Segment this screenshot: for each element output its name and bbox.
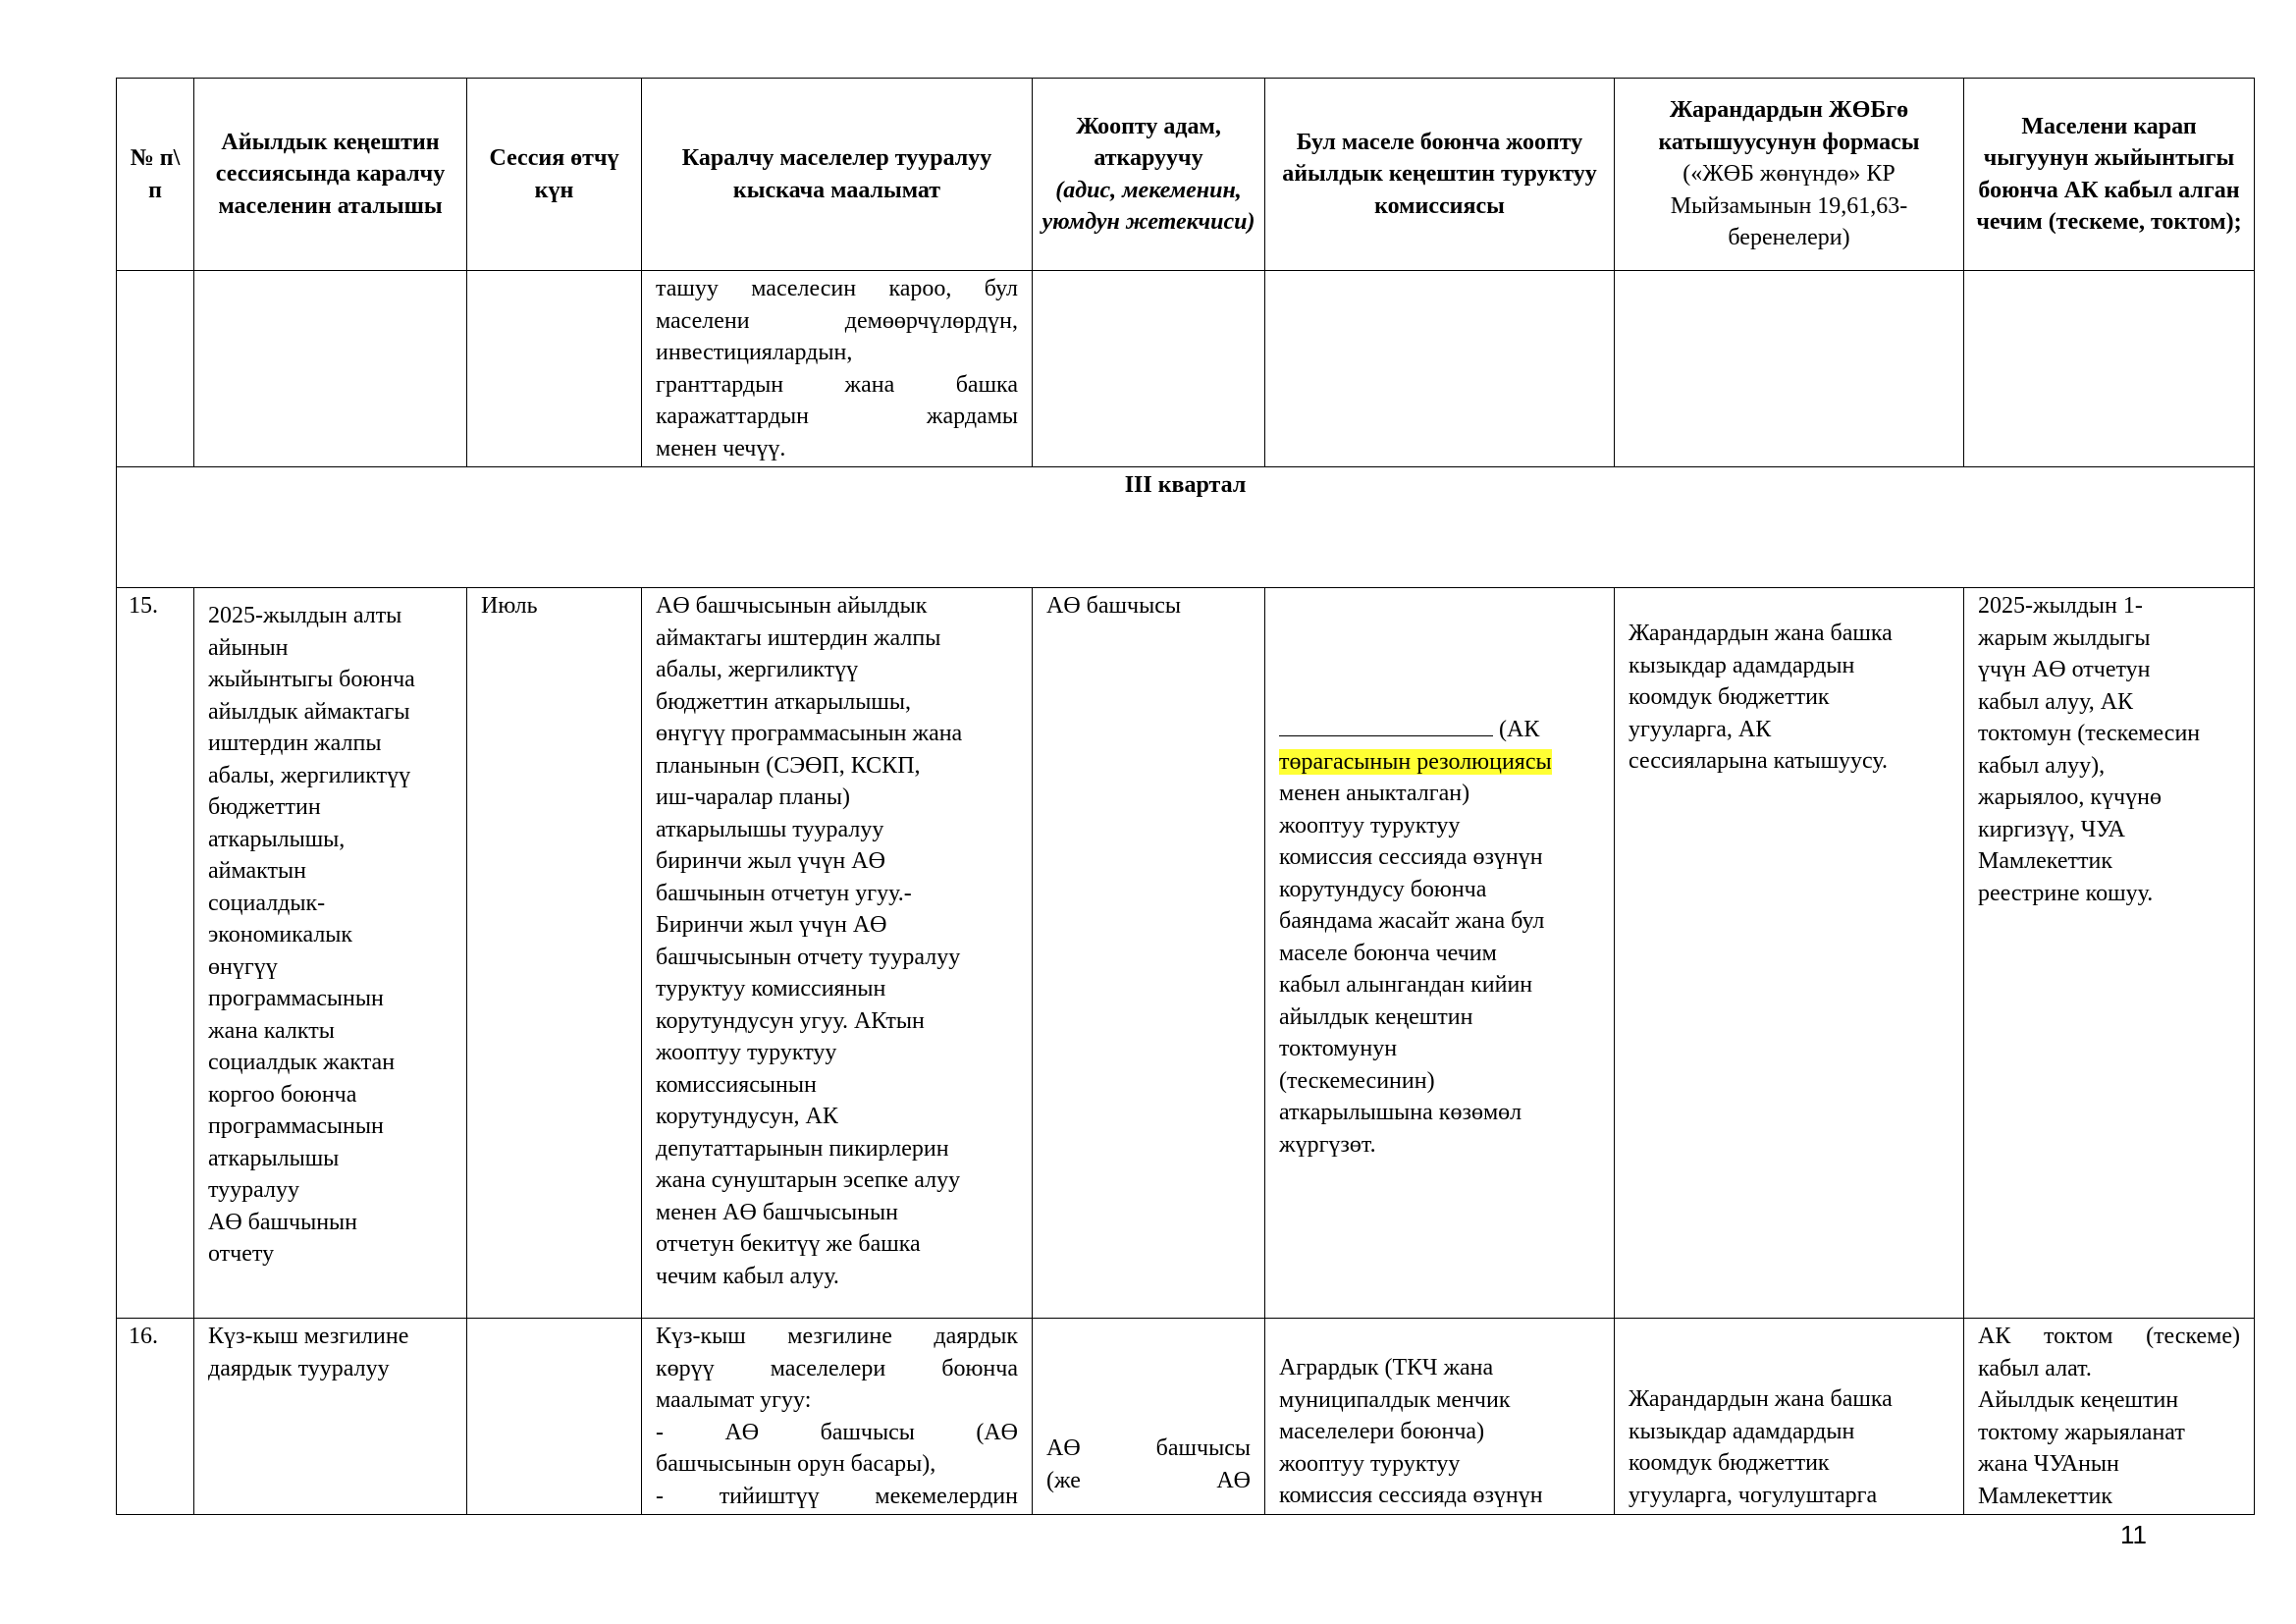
text-line: муниципалдык менчик	[1279, 1386, 1511, 1413]
text-line: 2025-жылдын алты	[208, 603, 402, 628]
cont-commission	[1265, 271, 1615, 467]
text-line: жарым жылдыгы	[1978, 624, 2151, 651]
text-line: менен чечүү.	[656, 435, 786, 461]
header-participation-note: («ЖӨБ жөнүндө» КР Мыйзамынын 19,61,63-беренелери)	[1670, 161, 1908, 251]
text-line: - АӨ башчысы (АӨ	[656, 1419, 1018, 1445]
text-line: башчынын отчетун угуу.-	[656, 880, 912, 906]
cont-info	[642, 271, 1033, 467]
fill-in-blank	[1279, 712, 1493, 736]
text-line: Жарандардын жана башка	[1629, 621, 1893, 646]
text-line: АӨ башчысынын айылдык	[656, 593, 928, 619]
text-line: токтомун (тескемесин	[1978, 721, 2201, 746]
text-line: жана ЧУАнын	[1978, 1451, 2119, 1477]
text-line: абалы, жергиликтүү	[208, 762, 411, 788]
header-row	[117, 79, 2255, 271]
text-line: бюджеттин	[208, 794, 321, 820]
row16-responsible	[1033, 1319, 1265, 1515]
text-line: АӨ башчынын	[208, 1209, 358, 1235]
text-line: программасынын	[208, 986, 384, 1011]
text-line: үчүн АӨ отчетун	[1978, 657, 2151, 682]
text-line: кызыкдар адамдардын	[1629, 652, 1855, 678]
header-responsible-note: (адис, мекеменин, уюмдун жетекчиси)	[1041, 177, 1255, 235]
text-line: угууларга, чогулуштарга	[1629, 1482, 1878, 1508]
row15-participation	[1615, 588, 1964, 1319]
plan-table	[116, 78, 2255, 1515]
text-line: өнүгүү программасынын жана	[656, 721, 963, 746]
text-line: айылдык кеңештин	[1279, 1003, 1473, 1030]
text-line: АӨ башчысы	[1046, 1435, 1251, 1461]
text-line: Жарандардын жана башка	[1629, 1386, 1893, 1412]
text-line: АК токтом (тескеме)	[1978, 1324, 2240, 1349]
text-line: Мамлекеттик	[1978, 848, 2113, 874]
table-row-15	[117, 588, 2255, 1319]
commission-suffix: (АК	[1499, 717, 1540, 742]
header-responsible	[1033, 79, 1265, 271]
text-line: токтому жарыяланат	[1978, 1419, 2185, 1445]
text-line: социалдык жактан	[208, 1050, 396, 1075]
header-participation-main: Жарандардын ЖӨБгө катышуусунун формасы	[1658, 97, 1920, 155]
text-line: каражаттардын жардамы	[656, 404, 1018, 429]
text-line: кабыл алуу),	[1978, 752, 2106, 779]
text-line: комиссиясынын	[656, 1071, 817, 1098]
text-line: аткарылышына көзөмөл	[1279, 1100, 1522, 1125]
text-line: өнүгүү	[208, 953, 278, 980]
text-line: (тескемесинин)	[1279, 1067, 1435, 1094]
text-line: комиссия сессияда өзүнүн	[1279, 844, 1543, 870]
text-line: гранттардын жана башка	[656, 371, 1018, 398]
quarter-heading: III квартал	[117, 467, 2255, 588]
text-line: 2025-жылдын 1-	[1978, 593, 2143, 619]
text-line: көрүү маселелери боюнча	[656, 1355, 1018, 1381]
text-line: Күз-кыш мезгилине	[208, 1324, 409, 1349]
text-line: корутундусун угуу. АКтын	[656, 1007, 925, 1034]
text-line: депутаттарынын пикирлерин	[656, 1135, 949, 1162]
text-line: менен аныкталган)	[1279, 781, 1470, 806]
text-line: аймактын	[208, 858, 306, 884]
row16-info	[642, 1319, 1033, 1515]
text-line: башчысынын орун басары),	[656, 1451, 936, 1477]
text-line: жана калкты	[208, 1017, 335, 1044]
cont-decision	[1964, 271, 2255, 467]
page-number: 11	[2120, 1520, 2147, 1549]
header-decision: Маселени карап чыгуунун жыйынтыгы боюнча АК кабыл алган чечим (тескеме, токтом);	[1964, 79, 2255, 271]
header-title: Айылдык кеңештин сессиясында каралчу маселенин аталышы	[194, 79, 467, 271]
text-line	[1279, 746, 1600, 779]
text-line: аймактагы иштердин жалпы	[656, 624, 941, 651]
cont-title	[194, 271, 467, 467]
row16-date	[467, 1319, 642, 1515]
text-line: баяндама жасайт жана бул	[1279, 908, 1545, 934]
text-line: аткарылышы,	[208, 826, 346, 852]
row15-title	[194, 588, 467, 1319]
row16-title	[194, 1319, 467, 1515]
text-line: инвестициялардын,	[656, 340, 853, 365]
text-line: жооптуу туруктуу	[656, 1040, 837, 1065]
text-line: ташуу маселесин кароо, бул	[656, 276, 1018, 301]
continued-row	[117, 271, 2255, 467]
text-line: социалдык-	[208, 890, 326, 916]
cont-date	[467, 271, 642, 467]
text-line: айынын	[208, 634, 289, 661]
table-row-16	[117, 1319, 2255, 1515]
text-line: программасынын	[208, 1113, 384, 1139]
text-line: жооптуу туруктуу	[1279, 812, 1461, 839]
text-line: отчетун бекитүү же башка	[656, 1231, 921, 1257]
text-line: туруктуу комиссиянын	[656, 976, 886, 1001]
text-line: биринчи жыл үчүн АӨ	[656, 848, 885, 874]
text-line: угууларга, АК	[1629, 716, 1772, 742]
text-line: тууралуу	[208, 1177, 300, 1203]
row15-info	[642, 588, 1033, 1319]
text-line: абалы, жергиликтүү	[656, 657, 859, 682]
highlighted-text: төрагасынын резолюциясы	[1279, 748, 1552, 775]
text-line: маселелери боюнча)	[1279, 1419, 1485, 1444]
text-line: маселе боюнча чечим	[1279, 940, 1497, 966]
cont-num	[117, 271, 194, 467]
text-line: иш-чаралар планы)	[656, 785, 850, 810]
text-line: айылдык аймактагы	[208, 698, 410, 725]
row15-responsible: АӨ башчысы	[1033, 588, 1265, 1319]
row15-date: Июль	[467, 588, 642, 1319]
text-line: чечим кабыл алуу.	[656, 1263, 839, 1289]
text-line: коргоо боюнча	[208, 1081, 357, 1108]
text-line: даярдык тууралуу	[208, 1355, 390, 1381]
text-line: коомдук бюджеттик	[1629, 684, 1830, 710]
text-line: коомдук бюджеттик	[1629, 1450, 1830, 1476]
text-line: корутундусун, АК	[656, 1104, 838, 1129]
text-line: жана сунуштарын эсепке алуу	[656, 1167, 961, 1193]
text-line: менен АӨ башчысынын	[656, 1199, 898, 1225]
text-line: реестрине кошуу.	[1978, 880, 2154, 906]
header-info: Каралчу маселелер тууралуу кыскача маалымат	[642, 79, 1033, 271]
text-line	[1279, 712, 1600, 746]
header-commission: Бул маселе боюнча жоопту айылдык кеңештин туруктуу комиссиясы	[1265, 79, 1615, 271]
text-line: кабыл алат.	[1978, 1355, 2092, 1381]
text-line: кабыл алынгандан кийин	[1279, 972, 1533, 998]
text-line: корутундусу боюнча	[1279, 876, 1487, 902]
text-line: аткарылышы тууралуу	[656, 816, 884, 842]
text-line: (же АӨ	[1046, 1467, 1251, 1493]
text-line: башчысынын отчету тууралуу	[656, 944, 961, 970]
text-line: Мамлекеттик	[1978, 1483, 2113, 1509]
row15-num: 15.	[117, 588, 194, 1319]
cont-responsible	[1033, 271, 1265, 467]
text-line: сессияларына катышуусу.	[1629, 748, 1888, 774]
text-line: - тийиштүү мекемелердин	[656, 1483, 1018, 1509]
text-line: маалымат угуу:	[656, 1387, 812, 1413]
text-line: экономикалык	[208, 922, 353, 947]
text-line: отчету	[208, 1241, 275, 1267]
row16-decision	[1964, 1319, 2255, 1515]
text-line: токтомунун	[1279, 1036, 1398, 1061]
header-participation	[1615, 79, 1964, 271]
text-line: жарыялоо, күчүнө	[1978, 785, 2162, 810]
text-line: киргизүү, ЧУА	[1978, 816, 2126, 842]
header-responsible-main: Жоопту адам, аткаруучу	[1076, 113, 1221, 171]
text-line: Агрардык (ТКЧ жана	[1279, 1355, 1494, 1380]
text-line: жыйынтыгы боюнча	[208, 667, 415, 692]
header-num: № п\ п	[117, 79, 194, 271]
text-line: кабыл алуу, АК	[1978, 688, 2134, 715]
row16-participation	[1615, 1319, 1964, 1515]
row15-decision	[1964, 588, 2255, 1319]
text-line: жооптуу туруктуу	[1279, 1450, 1461, 1477]
text-line: аткарылышы	[208, 1145, 340, 1171]
row16-num: 16.	[117, 1319, 194, 1515]
text-line: жүргүзөт.	[1279, 1131, 1376, 1158]
row15-commission	[1265, 588, 1615, 1319]
text-line: Күз-кыш мезгилине даярдык	[656, 1324, 1018, 1349]
text-line: маселени демөөрчүлөрдүн,	[656, 307, 1018, 334]
text-line: кызыкдар адамдардын	[1629, 1418, 1855, 1444]
text-line: комиссия сессияда өзүнүн	[1279, 1483, 1543, 1508]
text-line: бюджеттин аткарылышы,	[656, 688, 912, 715]
text-line: планынын (СЭӨП, КСКП,	[656, 752, 921, 779]
header-date: Сессия өтчү күн	[467, 79, 642, 271]
quarter-row	[117, 467, 2255, 588]
row16-commission	[1265, 1319, 1615, 1515]
text-line: Биринчи жыл үчүн АӨ	[656, 912, 887, 938]
cont-participation	[1615, 271, 1964, 467]
text-line: Айылдык кеңештин	[1978, 1387, 2179, 1413]
text-line: иштердин жалпы	[208, 731, 382, 756]
